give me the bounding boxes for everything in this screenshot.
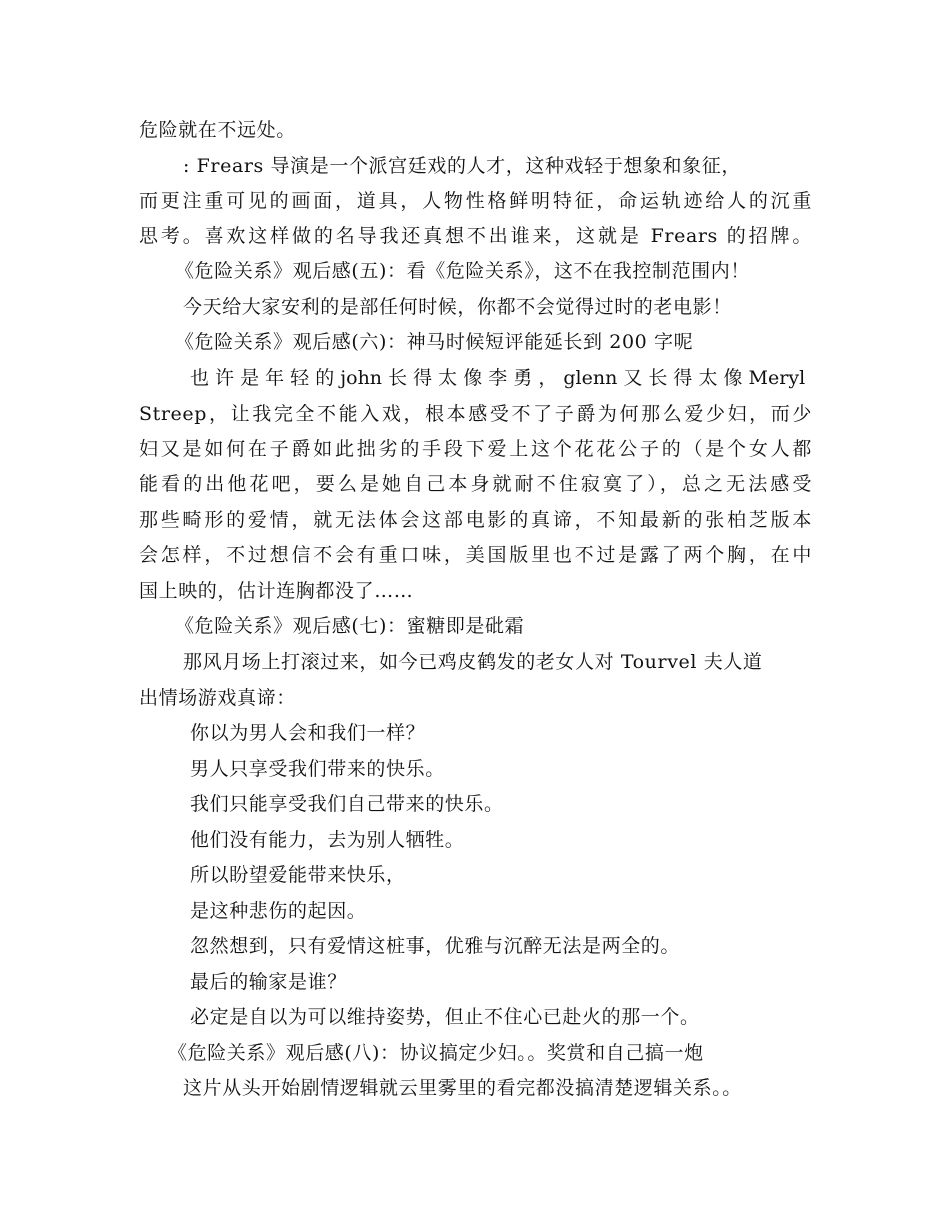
text-line: 今天给大家安利的是部任何时候，你都不会觉得过时的老电影！ xyxy=(183,296,732,318)
quote-line: 你以为男人会和我们一样？ xyxy=(190,722,426,744)
section-heading: 《危险关系》观后感(五)：看《危险关系》，这不在我控制范围内！ xyxy=(175,260,750,282)
text-line: 而更注重可见的画面，道具，人物性格鲜明特征，命运轨迹给人的沉重 xyxy=(139,190,812,212)
section-heading: 《危险关系》观后感(八)：协议搞定少妇。。奖赏和自己搞一炮 xyxy=(168,1042,704,1064)
quote-line: 他们没有能力，去为别人牺牲。 xyxy=(190,829,465,851)
text-line: 能看的出他花吧，要么是她自己本身就耐不住寂寞了），总之无法感受 xyxy=(139,473,812,495)
quote-line: 我们只能享受我们自己带来的快乐。 xyxy=(190,793,504,815)
text-line: 也 许 是 年 轻 的 john 长 得 太 像 李 勇 ， glenn 又 长 得 太 像 Meryl xyxy=(190,367,806,389)
section-heading: 《危险关系》观后感(六)：神马时候短评能延长到 200 字呢 xyxy=(175,331,694,353)
text-line: 会怎样，不过想信不会有重口味，美国版里也不过是露了两个胸，在中 xyxy=(139,544,812,566)
quote-line: 所以盼望爱能带来快乐， xyxy=(190,864,406,886)
text-line: 出情场游戏真谛： xyxy=(139,687,296,709)
quote-line: 最后的输家是谁？ xyxy=(190,971,347,993)
text-line: 那些畸形的爱情，就无法体会这部电影的真谛，不知最新的张柏芝版本 xyxy=(139,509,812,531)
text-line: 妇又是如何在子爵如此拙劣的手段下爱上这个花花公子的（是个女人都 xyxy=(139,438,812,460)
quote-line: 忽然想到，只有爱情这桩事，优雅与沉醉无法是两全的。 xyxy=(190,935,681,957)
quote-line: 必定是自以为可以维持姿势，但止不住心已赴火的那一个。 xyxy=(190,1006,700,1028)
quote-line: 是这种悲伤的起因。 xyxy=(190,900,367,922)
quote-line: 男人只享受我们带来的快乐。 xyxy=(190,758,445,780)
text-line: Streep，让我完全不能入戏，根本感受不了子爵为何那么爱少妇，而少 xyxy=(139,403,812,425)
text-line: 思考。喜欢这样做的名导我还真想不出谁来，这就是 Frears 的招牌。 xyxy=(139,225,812,247)
section-heading: 《危险关系》观后感(七)：蜜糖即是砒霜 xyxy=(175,615,525,637)
text-line: 这片从头开始剧情逻辑就云里雾里的看完都没搞清楚逻辑关系。。 xyxy=(183,1077,742,1099)
text-line: 国上映的，估计连胸都没了…… xyxy=(139,580,414,602)
text-line: : Frears 导演是一个派宫廷戏的人才，这种戏轻于想象和象征， xyxy=(183,155,741,177)
text-line: 危险就在不远处。 xyxy=(139,119,296,141)
text-line: 那风月场上打滚过来，如今已鸡皮鹤发的老女人对 Tourvel 夫人道 xyxy=(183,651,763,673)
